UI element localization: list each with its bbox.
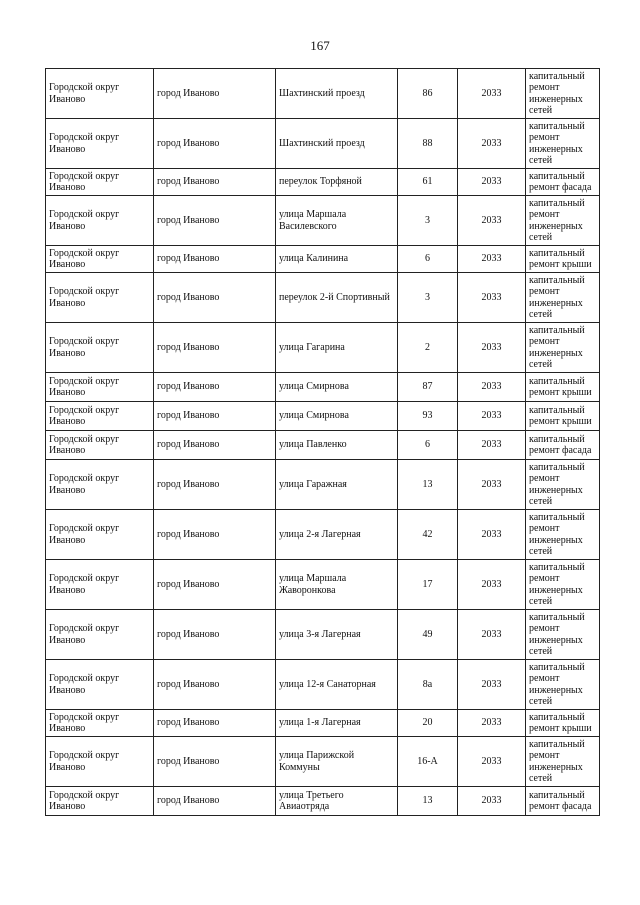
year-cell: 2033 bbox=[458, 460, 526, 510]
settlement-cell: город Иваново bbox=[154, 402, 276, 431]
year-cell: 2033 bbox=[458, 169, 526, 196]
settlement-cell: город Иваново bbox=[154, 610, 276, 660]
street-cell: Шахтинский проезд bbox=[276, 69, 398, 119]
street-cell: улица Павленко bbox=[276, 431, 398, 460]
municipality-cell: Городской округ Иваново bbox=[46, 402, 154, 431]
table-row bbox=[46, 510, 600, 560]
street-cell: улица 12-я Санаторная bbox=[276, 660, 398, 710]
work-type-cell: капитальный ремонт инженерных сетей bbox=[526, 196, 600, 246]
house-number-cell: 17 bbox=[398, 560, 458, 610]
house-number-cell: 8а bbox=[398, 660, 458, 710]
street-cell: Шахтинский проезд bbox=[276, 119, 398, 169]
table-row bbox=[46, 660, 600, 710]
settlement-cell: город Иваново bbox=[154, 196, 276, 246]
settlement-cell: город Иваново bbox=[154, 460, 276, 510]
street-cell: переулок Торфяной bbox=[276, 169, 398, 196]
municipality-cell: Городской округ Иваново bbox=[46, 787, 154, 816]
work-type-cell: капитальный ремонт крыши bbox=[526, 373, 600, 402]
municipality-cell: Городской округ Иваново bbox=[46, 737, 154, 787]
work-type-cell: капитальный ремонт крыши bbox=[526, 246, 600, 273]
street-cell: улица Маршала Жаворонкова bbox=[276, 560, 398, 610]
municipality-cell: Городской округ Иваново bbox=[46, 373, 154, 402]
municipality-cell: Городской округ Иваново bbox=[46, 460, 154, 510]
municipality-cell: Городской округ Иваново bbox=[46, 246, 154, 273]
table-row bbox=[46, 787, 600, 816]
municipality-cell: Городской округ Иваново bbox=[46, 710, 154, 737]
year-cell: 2033 bbox=[458, 373, 526, 402]
table-row bbox=[46, 710, 600, 737]
municipality-cell: Городской округ Иваново bbox=[46, 119, 154, 169]
work-type-cell: капитальный ремонт фасада bbox=[526, 431, 600, 460]
house-number-cell: 86 bbox=[398, 69, 458, 119]
municipality-cell: Городской округ Иваново bbox=[46, 323, 154, 373]
work-type-cell: капитальный ремонт инженерных сетей bbox=[526, 273, 600, 323]
work-type-cell: капитальный ремонт инженерных сетей bbox=[526, 737, 600, 787]
house-number-cell: 13 bbox=[398, 460, 458, 510]
street-cell: улица Маршала Василевского bbox=[276, 196, 398, 246]
settlement-cell: город Иваново bbox=[154, 560, 276, 610]
street-cell: улица Гаражная bbox=[276, 460, 398, 510]
settlement-cell: город Иваново bbox=[154, 69, 276, 119]
house-number-cell: 87 bbox=[398, 373, 458, 402]
work-type-cell: капитальный ремонт инженерных сетей bbox=[526, 69, 600, 119]
table-row bbox=[46, 402, 600, 431]
year-cell: 2033 bbox=[458, 431, 526, 460]
house-number-cell: 42 bbox=[398, 510, 458, 560]
year-cell: 2033 bbox=[458, 196, 526, 246]
table-row bbox=[46, 373, 600, 402]
house-number-cell: 88 bbox=[398, 119, 458, 169]
settlement-cell: город Иваново bbox=[154, 660, 276, 710]
table-row bbox=[46, 737, 600, 787]
work-type-cell: капитальный ремонт фасада bbox=[526, 169, 600, 196]
house-number-cell: 49 bbox=[398, 610, 458, 660]
year-cell: 2033 bbox=[458, 560, 526, 610]
settlement-cell: город Иваново bbox=[154, 323, 276, 373]
settlement-cell: город Иваново bbox=[154, 510, 276, 560]
table-row bbox=[46, 169, 600, 196]
street-cell: улица Парижской Коммуны bbox=[276, 737, 398, 787]
house-number-cell: 61 bbox=[398, 169, 458, 196]
table-row bbox=[46, 560, 600, 610]
municipality-cell: Городской округ Иваново bbox=[46, 510, 154, 560]
work-type-cell: капитальный ремонт фасада bbox=[526, 787, 600, 816]
work-type-cell: капитальный ремонт инженерных сетей bbox=[526, 610, 600, 660]
municipality-cell: Городской округ Иваново bbox=[46, 196, 154, 246]
settlement-cell: город Иваново bbox=[154, 273, 276, 323]
year-cell: 2033 bbox=[458, 737, 526, 787]
work-type-cell: капитальный ремонт инженерных сетей bbox=[526, 119, 600, 169]
municipality-cell: Городской округ Иваново bbox=[46, 560, 154, 610]
settlement-cell: город Иваново bbox=[154, 431, 276, 460]
house-number-cell: 3 bbox=[398, 196, 458, 246]
street-cell: улица Гагарина bbox=[276, 323, 398, 373]
year-cell: 2033 bbox=[458, 323, 526, 373]
street-cell: переулок 2-й Спортивный bbox=[276, 273, 398, 323]
house-number-cell: 16-А bbox=[398, 737, 458, 787]
municipality-cell: Городской округ Иваново bbox=[46, 273, 154, 323]
house-number-cell: 13 bbox=[398, 787, 458, 816]
settlement-cell: город Иваново bbox=[154, 710, 276, 737]
table-row bbox=[46, 69, 600, 119]
year-cell: 2033 bbox=[458, 610, 526, 660]
year-cell: 2033 bbox=[458, 510, 526, 560]
settlement-cell: город Иваново bbox=[154, 169, 276, 196]
house-number-cell: 6 bbox=[398, 246, 458, 273]
street-cell: улица Смирнова bbox=[276, 373, 398, 402]
settlement-cell: город Иваново bbox=[154, 246, 276, 273]
house-number-cell: 20 bbox=[398, 710, 458, 737]
work-type-cell: капитальный ремонт инженерных сетей bbox=[526, 560, 600, 610]
street-cell: улица Третьего Авиаотряда bbox=[276, 787, 398, 816]
house-number-cell: 6 bbox=[398, 431, 458, 460]
table-row bbox=[46, 246, 600, 273]
page-number: 167 bbox=[310, 38, 330, 53]
year-cell: 2033 bbox=[458, 119, 526, 169]
street-cell: улица 1-я Лагерная bbox=[276, 710, 398, 737]
work-type-cell: капитальный ремонт инженерных сетей bbox=[526, 510, 600, 560]
work-type-cell: капитальный ремонт инженерных сетей bbox=[526, 460, 600, 510]
municipality-cell: Городской округ Иваново bbox=[46, 69, 154, 119]
year-cell: 2033 bbox=[458, 710, 526, 737]
street-cell: улица Смирнова bbox=[276, 402, 398, 431]
table-row bbox=[46, 431, 600, 460]
table-row bbox=[46, 119, 600, 169]
registry-table bbox=[45, 68, 600, 816]
street-cell: улица 2-я Лагерная bbox=[276, 510, 398, 560]
year-cell: 2033 bbox=[458, 402, 526, 431]
municipality-cell: Городской округ Иваново bbox=[46, 610, 154, 660]
house-number-cell: 3 bbox=[398, 273, 458, 323]
year-cell: 2033 bbox=[458, 69, 526, 119]
municipality-cell: Городской округ Иваново bbox=[46, 169, 154, 196]
settlement-cell: город Иваново bbox=[154, 119, 276, 169]
settlement-cell: город Иваново bbox=[154, 787, 276, 816]
table-row bbox=[46, 196, 600, 246]
street-cell: улица 3-я Лагерная bbox=[276, 610, 398, 660]
year-cell: 2033 bbox=[458, 787, 526, 816]
settlement-cell: город Иваново bbox=[154, 373, 276, 402]
table-row bbox=[46, 273, 600, 323]
table-row bbox=[46, 460, 600, 510]
municipality-cell: Городской округ Иваново bbox=[46, 660, 154, 710]
year-cell: 2033 bbox=[458, 660, 526, 710]
house-number-cell: 2 bbox=[398, 323, 458, 373]
work-type-cell: капитальный ремонт инженерных сетей bbox=[526, 660, 600, 710]
year-cell: 2033 bbox=[458, 246, 526, 273]
table-row bbox=[46, 323, 600, 373]
settlement-cell: город Иваново bbox=[154, 737, 276, 787]
table-row bbox=[46, 610, 600, 660]
municipality-cell: Городской округ Иваново bbox=[46, 431, 154, 460]
work-type-cell: капитальный ремонт крыши bbox=[526, 710, 600, 737]
year-cell: 2033 bbox=[458, 273, 526, 323]
street-cell: улица Калинина bbox=[276, 246, 398, 273]
work-type-cell: капитальный ремонт инженерных сетей bbox=[526, 323, 600, 373]
house-number-cell: 93 bbox=[398, 402, 458, 431]
work-type-cell: капитальный ремонт крыши bbox=[526, 402, 600, 431]
